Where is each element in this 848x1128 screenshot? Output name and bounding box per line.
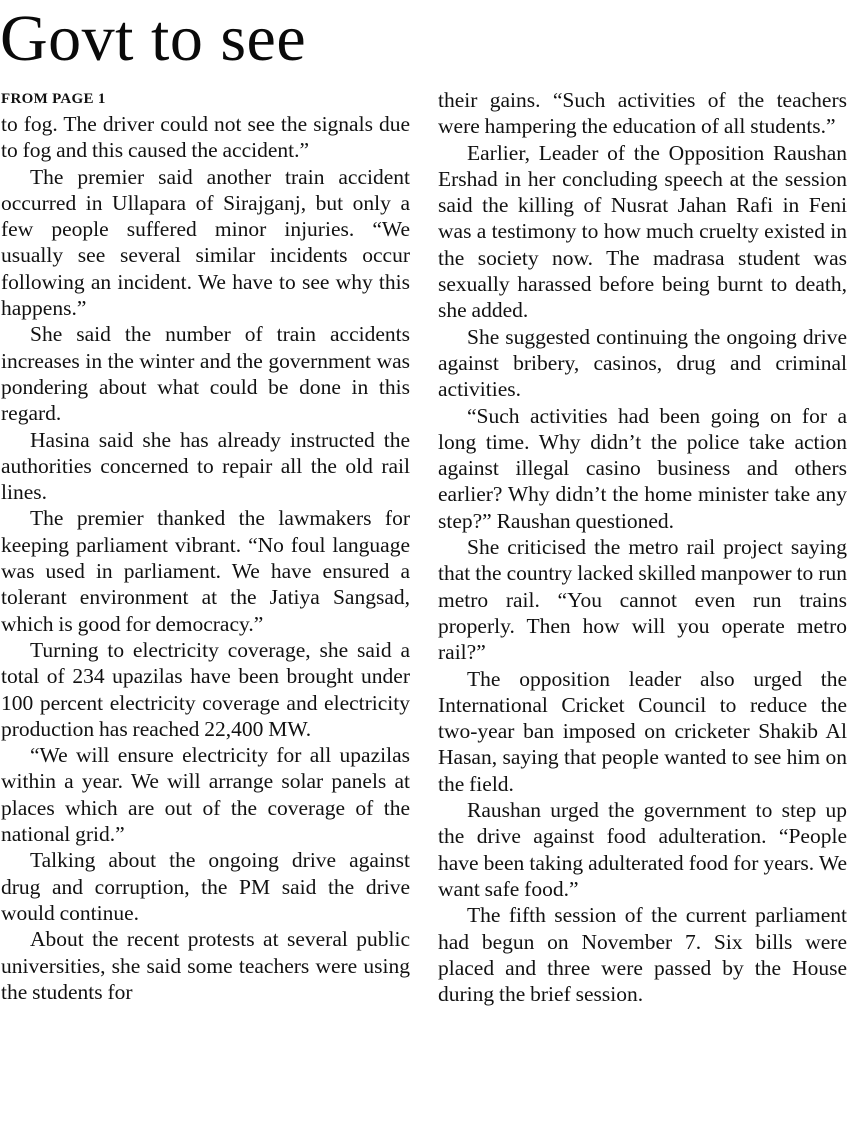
paragraph: About the recent protests at several public universities, she said some teachers were using the students for [1, 927, 410, 1004]
paragraph: “We will ensure electricity for all upazilas within a year. We will arrange solar panels at places which are out of the coverage of the national grid.” [1, 743, 410, 847]
paragraph: Talking about the ongoing drive against drug and corruption, the PM said the drive would continue. [1, 848, 410, 925]
jump-line: FROM PAGE 1 [1, 91, 106, 107]
paragraph: Turning to electricity coverage, she said a total of 234 upazilas have been brought under 100 percent electricity coverage and electricity production has reached 22,400 MW. [1, 637, 410, 741]
headline: Govt to see [0, 2, 307, 75]
paragraph: “Such activities had been going on for a long time. Why didn’t the police take action against illegal casino business and others earlier? Why didn’t the home minister take any step?” Raushan questioned. [438, 403, 847, 533]
paragraph: She criticised the metro rail project saying that the country lacked skilled manpower to run metro rail. “You cannot even run trains properly. Then how will you operate metro rail?” [438, 535, 847, 665]
paragraph: The premier thanked the lawmakers for keeping parliament vibrant. “No foul language was used in parliament. We have ensured a tolerant environment at the Jatiya Sangsad, which is good for democracy.” [1, 506, 410, 636]
left-column [1, 111, 410, 1005]
paragraph: She suggested continuing the ongoing drive against bribery, casinos, drug and criminal activities. [438, 324, 847, 402]
paragraph: to fog. The driver could not see the signals due to fog and this caused the accident.” [1, 112, 410, 163]
paragraph: The premier said another train accident occurred in Ullapara of Sirajganj, but only a few people suffered minor injuries. “We usually see several similar incidents occur following an incident. We have to see why this happens.” [1, 164, 410, 321]
paragraph: Raushan urged the government to step up the drive against food adulteration. “People have been taking adulterated food for years. We want safe food.” [438, 798, 847, 901]
paragraph: She said the number of train accidents increases in the winter and the government was pondering about what could be done in this regard. [1, 322, 410, 426]
paragraph: Earlier, Leader of the Opposition Raushan Ershad in her concluding speech at the session said the killing of Nusrat Jahan Rafi in Feni was a testimony to how much cruelty existed in the society now. The madrasa student was sexually harassed before being burnt to death, she added. [438, 140, 847, 323]
paragraph: Hasina said she has already instructed the authorities concerned to repair all the old rail lines. [1, 427, 410, 505]
paragraph: The fifth session of the current parliament had begun on November 7. Six bills were placed and three were passed by the House during the brief session. [438, 903, 847, 1007]
paragraph: their gains. “Such activities of the teachers were hampering the education of all students.” [438, 88, 847, 139]
right-column [438, 87, 847, 1007]
paragraph: The opposition leader also urged the International Cricket Council to reduce the two-year ban imposed on cricketer Shakib Al Hasan, saying that people wanted to see him on the field. [438, 666, 847, 796]
